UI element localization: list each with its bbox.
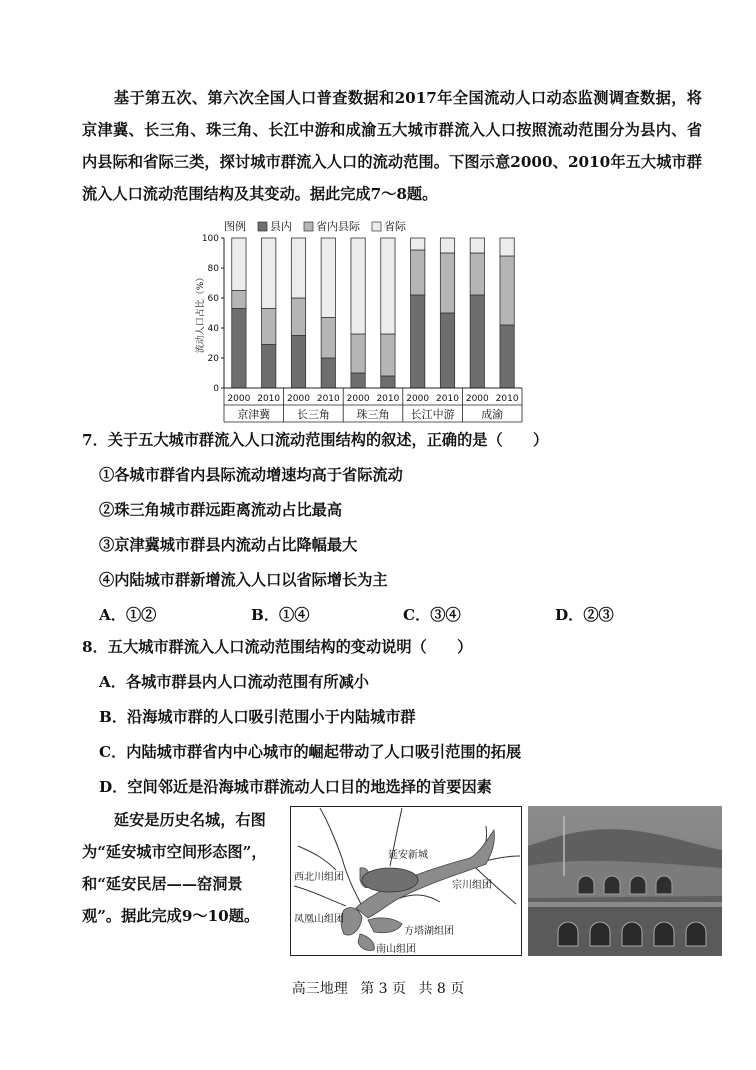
x-tick-label-1: 2000 bbox=[227, 394, 251, 404]
x-tick-label-6: 2010 bbox=[376, 394, 400, 404]
q7-item-4: ④内陆城市群新增流入人口以省际增长为主 bbox=[99, 571, 388, 589]
y-tick-label-20: 20 bbox=[207, 354, 219, 364]
question-8 bbox=[82, 630, 722, 805]
bar-5-series-3 bbox=[351, 238, 365, 334]
x-tick-label-5: 2000 bbox=[346, 394, 370, 404]
q7-item-1: ①各城市群省内县际流动增速均高于省际流动 bbox=[99, 466, 403, 484]
chart-svg bbox=[190, 218, 530, 426]
q7-option-a: A．①② bbox=[99, 606, 157, 624]
bar-2-series-3 bbox=[262, 238, 276, 309]
question-8-stem: 8．五大城市群流入人口流动范围结构的变动说明（ ） bbox=[82, 638, 473, 656]
x-tick-label-2: 2010 bbox=[257, 394, 281, 404]
legend-title: 图例 bbox=[224, 220, 246, 233]
bar-2-series-2 bbox=[262, 309, 276, 345]
question-7 bbox=[82, 423, 722, 633]
bar-1-series-2 bbox=[232, 291, 246, 309]
bar-7-series-1 bbox=[411, 295, 425, 388]
q8-option-b: B．沿海城市群的人口吸引范围小于内陆城市群 bbox=[99, 708, 416, 726]
label-zongchuan: 宗川组团 bbox=[452, 880, 492, 891]
group-label-5: 成渝 bbox=[481, 408, 504, 421]
bar-6-series-3 bbox=[381, 238, 395, 334]
x-tick-label-3: 2000 bbox=[287, 394, 310, 404]
q7-item-2: ②珠三角城市群远距离流动占比最高 bbox=[99, 501, 342, 519]
label-xinqu: 延安新城 bbox=[388, 850, 428, 861]
label-fenghuangshan: 凤凰山组团 bbox=[294, 914, 344, 925]
bar-2-series-1 bbox=[262, 345, 276, 389]
x-tick-label-8: 2010 bbox=[436, 394, 459, 404]
bar-8-series-2 bbox=[440, 253, 454, 313]
bar-5-series-2 bbox=[351, 334, 365, 373]
legend-label-1: 县内 bbox=[270, 220, 292, 233]
bar-1-series-3 bbox=[232, 238, 246, 291]
footer-subject: 高三地理 bbox=[291, 981, 348, 997]
label-xibeichuan: 西北川组团 bbox=[294, 872, 344, 883]
y-axis-label: 流动人口占比（%） bbox=[196, 272, 206, 354]
bar-6-series-2 bbox=[381, 334, 395, 376]
bar-9-series-3 bbox=[470, 238, 484, 253]
bar-3-series-3 bbox=[291, 238, 305, 298]
q7-item-3: ③京津冀城市群县内流动占比降幅最大 bbox=[99, 536, 358, 554]
bar-10-series-1 bbox=[500, 325, 514, 388]
bar-3-series-1 bbox=[291, 336, 305, 389]
q7-options bbox=[82, 598, 722, 633]
q8-option-c: C．内陆城市群省内中心城市的崛起带动了人口吸引范围的拓展 bbox=[99, 743, 522, 761]
bar-5-series-1 bbox=[351, 373, 365, 388]
yanan-text: 延安是历史名城，右图为“延安城市空间形态图”，和“延安民居——窑洞景观”。据此完成9～10题。 bbox=[82, 811, 267, 925]
group-label-3: 珠三角 bbox=[356, 408, 390, 421]
terrace-edge bbox=[528, 902, 722, 907]
legend-label-3: 省际 bbox=[384, 220, 406, 233]
bar-10-series-3 bbox=[500, 238, 514, 256]
legend-swatch-3 bbox=[372, 222, 381, 231]
yanan-city-map bbox=[290, 806, 522, 956]
group-label-1: 京津冀 bbox=[237, 408, 271, 421]
label-fangtahu: 方塔湖组团 bbox=[404, 926, 454, 937]
xinqu-area bbox=[362, 868, 418, 892]
bar-7-series-3 bbox=[411, 238, 425, 250]
x-tick-label-9: 2000 bbox=[465, 394, 489, 404]
bar-7-series-2 bbox=[411, 250, 425, 295]
y-tick-label-0: 0 bbox=[213, 384, 219, 394]
q8-option-a: A．各城市群县内人口流动范围有所减小 bbox=[99, 673, 369, 691]
footer-page: 第 3 页 bbox=[360, 981, 406, 997]
bar-1-series-1 bbox=[232, 309, 246, 389]
bar-4-series-3 bbox=[321, 238, 335, 318]
bar-10-series-2 bbox=[500, 256, 514, 325]
y-tick-label-60: 60 bbox=[207, 294, 219, 304]
intro-paragraph bbox=[82, 82, 702, 210]
footer-total: 共 8 页 bbox=[418, 981, 465, 997]
bar-3-series-2 bbox=[291, 298, 305, 336]
yaodong-photo bbox=[528, 806, 722, 956]
legend-swatch-1 bbox=[258, 222, 267, 231]
page-footer bbox=[0, 978, 756, 998]
x-tick-label-7: 2000 bbox=[406, 394, 430, 404]
label-nanshan: 南山组团 bbox=[376, 944, 416, 955]
bar-9-series-1 bbox=[470, 295, 484, 388]
x-tick-label-4: 2010 bbox=[316, 394, 340, 404]
q7-option-b: B．①④ bbox=[251, 606, 310, 624]
y-tick-label-100: 100 bbox=[201, 234, 219, 244]
bar-9-series-2 bbox=[470, 253, 484, 295]
legend-label-2: 省内县际 bbox=[316, 220, 360, 233]
question-7-stem: 7．关于五大城市群流入人口流动范围结构的叙述，正确的是（ ） bbox=[82, 431, 549, 449]
intro-text: 基于第五次、第六次全国人口普查数据和2017年全国流动人口动态监测调查数据，将京津冀、长三角、珠三角、长江中游和成渝五大城市群流入人口按照流动范围分为县内、省内县际和省际三类，探讨城市群流入人口的流动范围。下图示意2000、2010年五大城市群流入人口流动范围结构及其变动。据此完成7～8题。 bbox=[82, 89, 702, 203]
stacked-bar-chart bbox=[190, 218, 530, 426]
upper-terrace bbox=[528, 861, 722, 898]
x-tick-label-10: 2010 bbox=[495, 394, 519, 404]
bar-8-series-1 bbox=[440, 313, 454, 388]
legend-swatch-2 bbox=[304, 222, 313, 231]
yanan-intro bbox=[82, 804, 277, 932]
bar-6-series-1 bbox=[381, 376, 395, 388]
q8-option-d: D．空间邻近是沿海城市群流动人口目的地选择的首要因素 bbox=[99, 778, 492, 796]
group-label-2: 长三角 bbox=[296, 408, 330, 421]
y-tick-label-40: 40 bbox=[207, 324, 219, 334]
q7-option-c: C．③④ bbox=[403, 606, 461, 624]
group-label-4: 长江中游 bbox=[410, 408, 455, 421]
bar-4-series-2 bbox=[321, 318, 335, 359]
bar-4-series-1 bbox=[321, 358, 335, 388]
q7-option-d: D．②③ bbox=[555, 606, 614, 624]
y-tick-label-80: 80 bbox=[207, 264, 219, 274]
bar-8-series-3 bbox=[440, 238, 454, 253]
